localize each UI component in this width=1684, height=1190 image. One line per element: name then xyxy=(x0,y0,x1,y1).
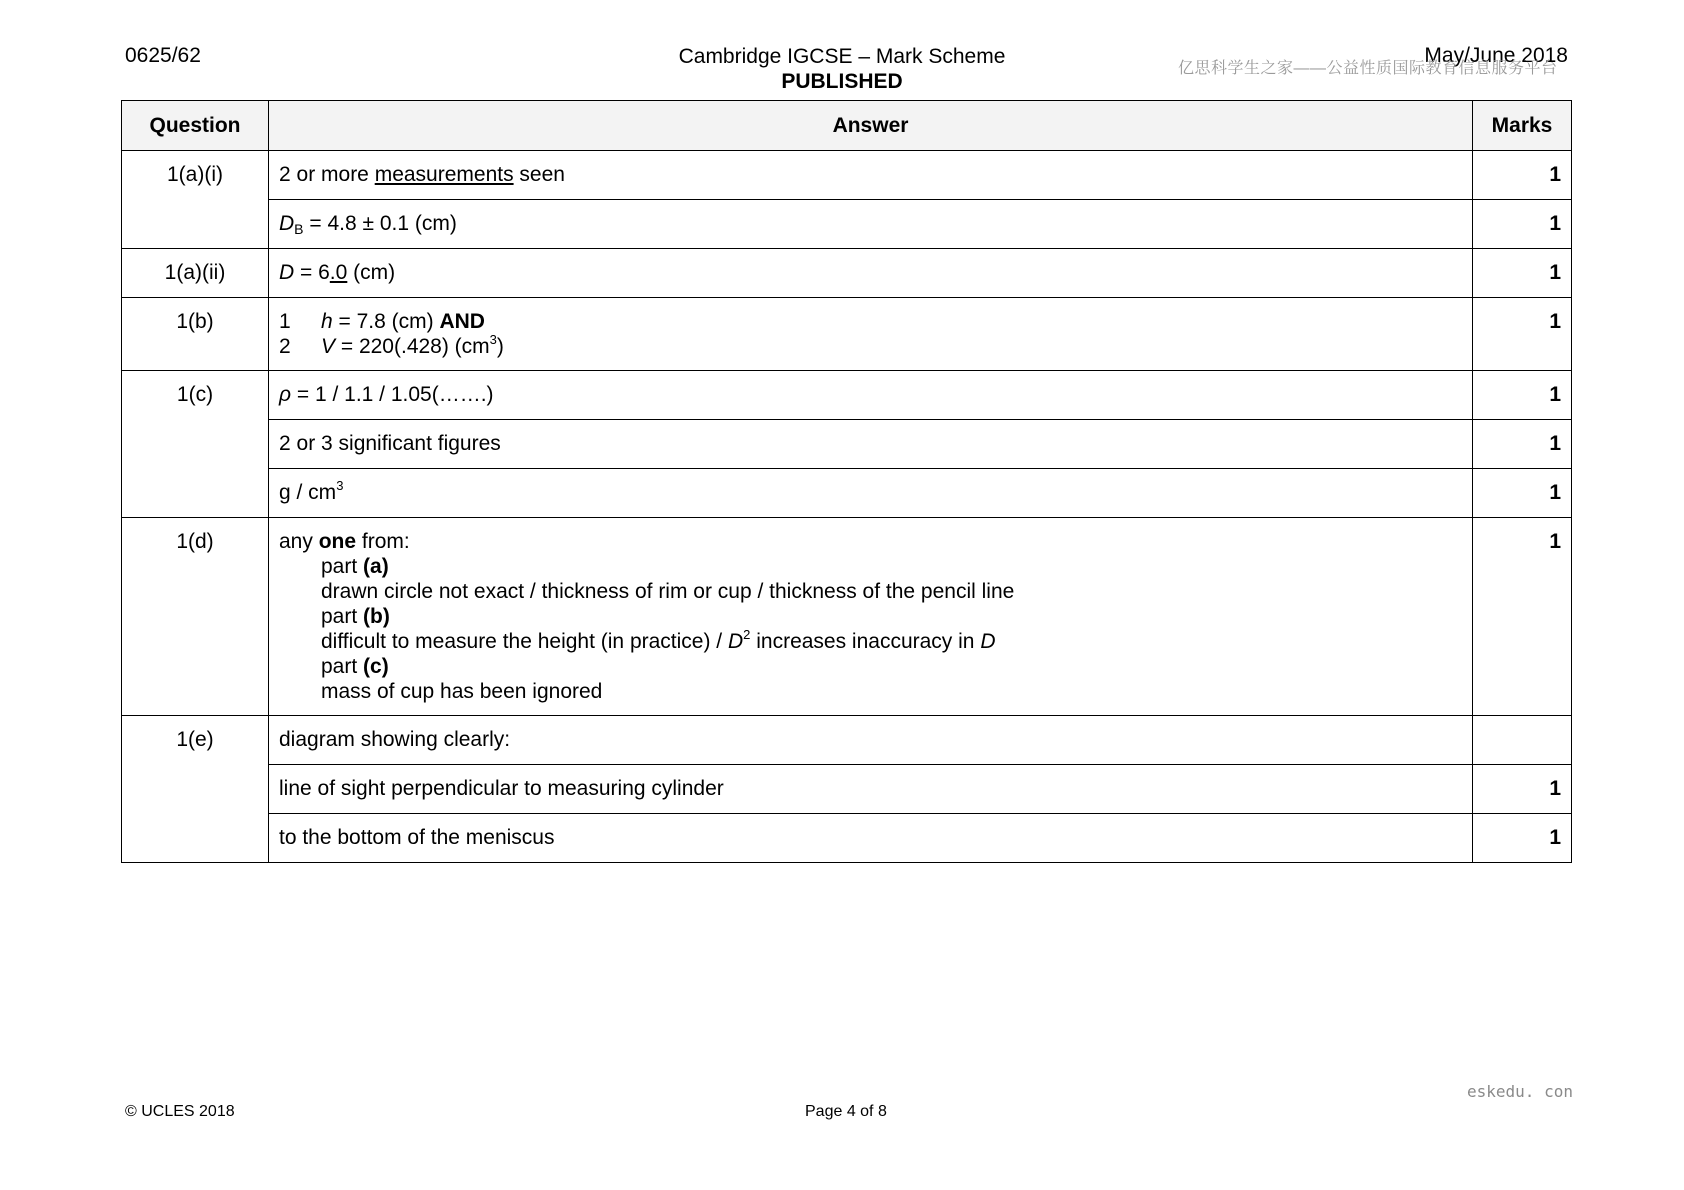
answer-cell: D = 6.0 (cm) xyxy=(269,249,1473,298)
site-watermark: eskedu. con xyxy=(1467,1082,1573,1101)
marks-cell: 1 xyxy=(1473,249,1572,298)
watermark-text: 亿思科学生之家——公益性质国际教育信息服务平台 xyxy=(1178,60,1558,77)
marks-cell: 1 xyxy=(1473,814,1572,863)
answer-cell: ρ = 1 / 1.1 / 1.05(…….) xyxy=(269,371,1473,420)
table-header-row xyxy=(122,101,1572,151)
table-row xyxy=(122,518,1572,716)
marks-cell: 1 xyxy=(1473,371,1572,420)
mark-scheme-table xyxy=(121,100,1572,863)
question-cell: 1(b) xyxy=(122,298,269,371)
question-cell: 1(a)(ii) xyxy=(122,249,269,298)
marks-cell: 1 xyxy=(1473,765,1572,814)
answer-cell: 2 or more measurements seen xyxy=(269,151,1473,200)
doc-status: PUBLISHED xyxy=(781,70,903,93)
paper-code: 0625/62 xyxy=(125,44,201,67)
answer-cell: diagram showing clearly: xyxy=(269,716,1473,765)
page-number: Page 4 of 8 xyxy=(805,1103,887,1120)
table-row xyxy=(122,814,1572,863)
answer-cell: line of sight perpendicular to measuring cylinder xyxy=(269,765,1473,814)
table-row xyxy=(122,200,1572,249)
answer-cell: 2 or 3 significant figures xyxy=(269,420,1473,469)
marks-cell: 1 xyxy=(1473,420,1572,469)
table-row xyxy=(122,420,1572,469)
question-header: Question xyxy=(122,101,269,151)
marks-cell: 1 xyxy=(1473,151,1572,200)
table-row xyxy=(122,249,1572,298)
question-cell: 1(d) xyxy=(122,518,269,716)
marks-header: Marks xyxy=(1473,101,1572,151)
table-row xyxy=(122,151,1572,200)
question-cell: 1(a)(i) xyxy=(122,151,269,249)
table-row xyxy=(122,469,1572,518)
marks-cell: 1 xyxy=(1473,298,1572,371)
marks-cell: 1 xyxy=(1473,469,1572,518)
exam-session: May/June 2018 xyxy=(1424,44,1568,67)
table-row xyxy=(122,765,1572,814)
answer-cell: any one from: part (a) drawn circle not exact / thickness of rim or cup / thickness of the pencil line part (b) difficult to measure the height (in practice) / $D^2$ increases inaccuracy in D part (c) mass of cup has been ignored xyxy=(269,518,1473,716)
question-cell: 1(e) xyxy=(122,716,269,863)
answer-cell: 1 h = 7.8 (cm) AND 2 V = 220(.428) $(cm^3)$ xyxy=(269,298,1473,371)
table-row xyxy=(122,716,1572,765)
table-row xyxy=(122,371,1572,420)
table-row xyxy=(122,298,1572,371)
doc-title: Cambridge IGCSE – Mark Scheme xyxy=(678,45,1006,68)
answer-cell: $D_B = 4.8 \pm 0.1$ (cm) xyxy=(269,200,1473,249)
answer-header: Answer xyxy=(269,101,1473,151)
marks-cell xyxy=(1473,716,1572,765)
answer-cell: to the bottom of the meniscus xyxy=(269,814,1473,863)
question-cell: 1(c) xyxy=(122,371,269,518)
copyright: © UCLES 2018 xyxy=(125,1103,235,1120)
answer-cell: g / $cm^3$ xyxy=(269,469,1473,518)
marks-cell: 1 xyxy=(1473,518,1572,716)
marks-cell: 1 xyxy=(1473,200,1572,249)
